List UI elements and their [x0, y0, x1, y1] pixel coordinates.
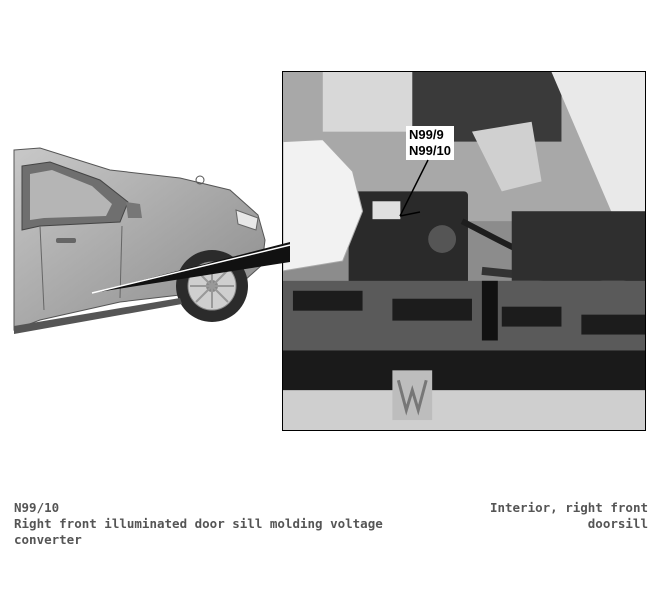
component-description: Right front illuminated door sill molding voltage converter	[14, 516, 383, 547]
callout-n99-9: N99/9	[409, 127, 444, 142]
car-illustration	[0, 130, 290, 340]
location-caption	[448, 500, 648, 532]
component-caption	[14, 500, 394, 548]
component-code: N99/10	[14, 500, 60, 515]
location-text: Interior, right front doorsill	[489, 500, 648, 531]
callout-n99-10: N99/10	[409, 143, 451, 158]
photo-doorsill	[283, 72, 645, 430]
callout-label	[406, 126, 454, 160]
doorsill-photo	[282, 71, 646, 431]
